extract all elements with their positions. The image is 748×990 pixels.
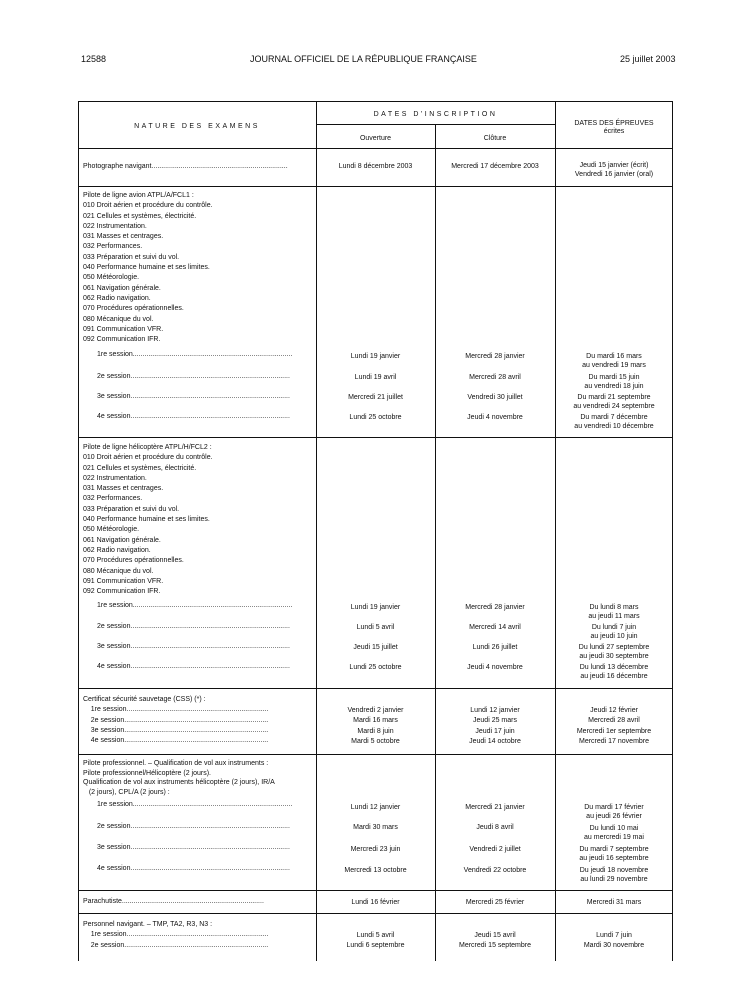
session-label: 4e session.................................................................................. <box>97 865 290 872</box>
session-epreuves: Du lundi 10 mai au mercredi 19 mai <box>584 825 644 841</box>
session-cloture: Mercredi 28 janvier <box>465 604 525 611</box>
row-nature: Parachutiste......................................................................... <box>83 898 264 905</box>
row-nature: Pilote de ligne hélicoptère ATPL/H/FCL2 : 010 Droit aérien et procédure du contrôle. 021 Cellules et systèmes, électricité. 022 Instrumentation. 031 Masses et centrages. 032 Performances. 033 Préparation et suivi du vol. 040 Performance humaine et ses limites. 050 Météorologie. 061 Navigation générale. 062 Radio navigation. 070 Procédures opérationnelles. 080 Mécanique du vol. 091 Communication VFR. 092 Communication IFR. <box>83 444 213 596</box>
session-label: 4e session.................................................................................. <box>97 663 290 670</box>
session-ouverture: Lundi 12 janvier <box>350 804 401 811</box>
row-divider <box>78 688 673 689</box>
row-ouverture: Vendredi 2 janvier Mardi 16 mars Mardi 8 juin Mardi 5 octobre <box>347 707 404 745</box>
row-nature: Certificat sécurité sauvetage (CSS) (*) : 1re session......................................................................... 2e session.......................................................................... 3e session.......................................................................... 4e session.......................................................................... <box>83 696 269 745</box>
session-cloture: Jeudi 4 novembre <box>467 414 523 421</box>
session-label: 1re session.................................................................................. <box>97 801 293 808</box>
session-cloture: Vendredi 30 juillet <box>467 394 523 401</box>
row-epreuves: Lundi 7 juin Mardi 30 novembre <box>583 932 645 950</box>
session-label: 3e session.................................................................................. <box>97 393 290 400</box>
session-label: 1re session.................................................................................. <box>97 602 293 609</box>
row-ouverture: Lundi 5 avril Lundi 6 septembre <box>346 932 405 950</box>
session-label: 2e session.................................................................................. <box>97 623 290 630</box>
row-ouverture: Lundi 8 décembre 2003 <box>338 163 413 170</box>
page-number: 12588 <box>81 54 107 64</box>
header-cloture: Clôture <box>483 135 507 142</box>
session-epreuves: Du jeudi 18 novembre au lundi 29 novembre <box>579 867 649 883</box>
session-epreuves: Du mardi 15 juin au vendredi 18 juin <box>584 374 644 390</box>
session-cloture: Mercredi 21 janvier <box>465 804 525 811</box>
header-subdivider <box>316 124 555 125</box>
session-ouverture: Lundi 25 octobre <box>349 664 402 671</box>
session-label: 3e session.................................................................................. <box>97 844 290 851</box>
row-epreuves: Jeudi 12 février Mercredi 28 avril Mercredi 1er septembre Mercredi 17 novembre <box>576 707 652 745</box>
journal-title: JOURNAL OFFICIEL DE LA RÉPUBLIQUE FRANÇAISE <box>250 54 477 64</box>
session-ouverture: Lundi 19 janvier <box>350 353 401 360</box>
row-cloture: Mercredi 25 février <box>465 899 525 906</box>
session-ouverture: Lundi 5 avril <box>356 624 395 631</box>
session-label: 2e session.................................................................................. <box>97 373 290 380</box>
header-ouverture: Ouverture <box>359 135 392 142</box>
column-divider <box>435 125 436 961</box>
session-ouverture: Mercredi 21 juillet <box>348 394 403 401</box>
session-ouverture: Lundi 19 avril <box>354 374 397 381</box>
row-epreuves: Jeudi 15 janvier (écrit) Vendredi 16 janvier (oral) <box>574 162 654 178</box>
session-cloture: Jeudi 8 avril <box>476 824 514 831</box>
session-cloture: Mercredi 28 avril <box>469 374 521 381</box>
session-epreuves: Du lundi 7 juin au jeudi 10 juin <box>590 624 638 640</box>
row-nature: Pilote professionnel. – Qualification de vol aux instruments : Pilote professionnel/Hélicoptère (2 jours). Qualification de vol aux instruments hélicoptère (2 jours), IR/A (2 jours), CPL/A (2 jours) : <box>83 760 275 796</box>
column-divider <box>316 101 317 961</box>
session-cloture: Mercredi 14 avril <box>469 624 521 631</box>
column-divider <box>555 101 556 961</box>
session-epreuves: Du lundi 13 décembre au jeudi 16 décembre <box>579 664 649 680</box>
session-epreuves: Du mardi 21 septembre au vendredi 24 septembre <box>573 394 655 410</box>
session-ouverture: Lundi 25 octobre <box>349 414 402 421</box>
row-divider <box>78 437 673 438</box>
row-cloture: Jeudi 15 avril Mercredi 15 septembre <box>459 932 531 950</box>
issue-date: 25 juillet 2003 <box>620 54 676 64</box>
session-cloture: Jeudi 4 novembre <box>467 664 523 671</box>
header-inscription: DATES D'INSCRIPTION <box>373 111 498 118</box>
row-cloture: Mercredi 17 décembre 2003 <box>451 163 539 170</box>
row-divider <box>78 148 673 149</box>
session-epreuves: Du mardi 17 février au jeudi 26 février <box>584 804 644 820</box>
session-cloture: Mercredi 28 janvier <box>465 353 525 360</box>
row-divider <box>78 754 673 755</box>
row-ouverture: Lundi 16 février <box>351 899 400 906</box>
row-nature: Personnel navigant. – TMP, TA2, R3, N3 : 1re session......................................................................... 2e session.......................................................................... <box>83 921 269 949</box>
session-label: 3e session.................................................................................. <box>97 643 290 650</box>
session-cloture: Vendredi 2 juillet <box>469 846 521 853</box>
session-cloture: Vendredi 22 octobre <box>463 867 527 874</box>
session-epreuves: Du mardi 7 septembre au jeudi 16 septembre <box>579 846 649 862</box>
session-ouverture: Lundi 19 janvier <box>350 604 401 611</box>
row-divider <box>78 186 673 187</box>
session-ouverture: Jeudi 15 juillet <box>353 644 398 651</box>
session-ouverture: Mercredi 23 juin <box>350 846 401 853</box>
row-nature: Pilote de ligne avion ATPL/A/FCL1 : 010 Droit aérien et procédure du contrôle. 021 Cellules et systèmes, électricité. 022 Instrumentation. 031 Masses et centrages. 032 Performances. 033 Préparation et suivi du vol. 040 Performance humaine et ses limites. 050 Météorologie. 061 Navigation générale. 062 Radio navigation. 070 Procédures opérationnelles. 080 Mécanique du vol. 091 Communication VFR. 092 Communication IFR. <box>83 192 213 344</box>
row-divider <box>78 913 673 914</box>
session-label: 2e session.................................................................................. <box>97 823 290 830</box>
row-divider <box>78 890 673 891</box>
session-epreuves: Du mardi 7 décembre au vendredi 10 décembre <box>574 414 654 430</box>
session-epreuves: Du lundi 27 septembre au jeudi 30 septembre <box>578 644 650 660</box>
header-nature: NATURE DES EXAMENS <box>134 123 260 130</box>
row-nature: Photographe navigant...................................................................... <box>83 163 288 170</box>
session-cloture: Lundi 26 juillet <box>472 644 518 651</box>
row-epreuves: Mercredi 31 mars <box>586 899 642 906</box>
header-epreuves: DATES DES ÉPREUVES écrites <box>574 120 654 135</box>
row-cloture: Lundi 12 janvier Jeudi 25 mars Jeudi 17 juin Jeudi 14 octobre <box>469 707 521 745</box>
session-label: 1re session.................................................................................. <box>97 351 293 358</box>
session-ouverture: Mercredi 13 octobre <box>344 867 407 874</box>
session-ouverture: Mardi 30 mars <box>353 824 398 831</box>
session-epreuves: Du mardi 16 mars au vendredi 19 mars <box>582 353 646 369</box>
session-label: 4e session.................................................................................. <box>97 413 290 420</box>
session-epreuves: Du lundi 8 mars au jeudi 11 mars <box>588 604 640 620</box>
